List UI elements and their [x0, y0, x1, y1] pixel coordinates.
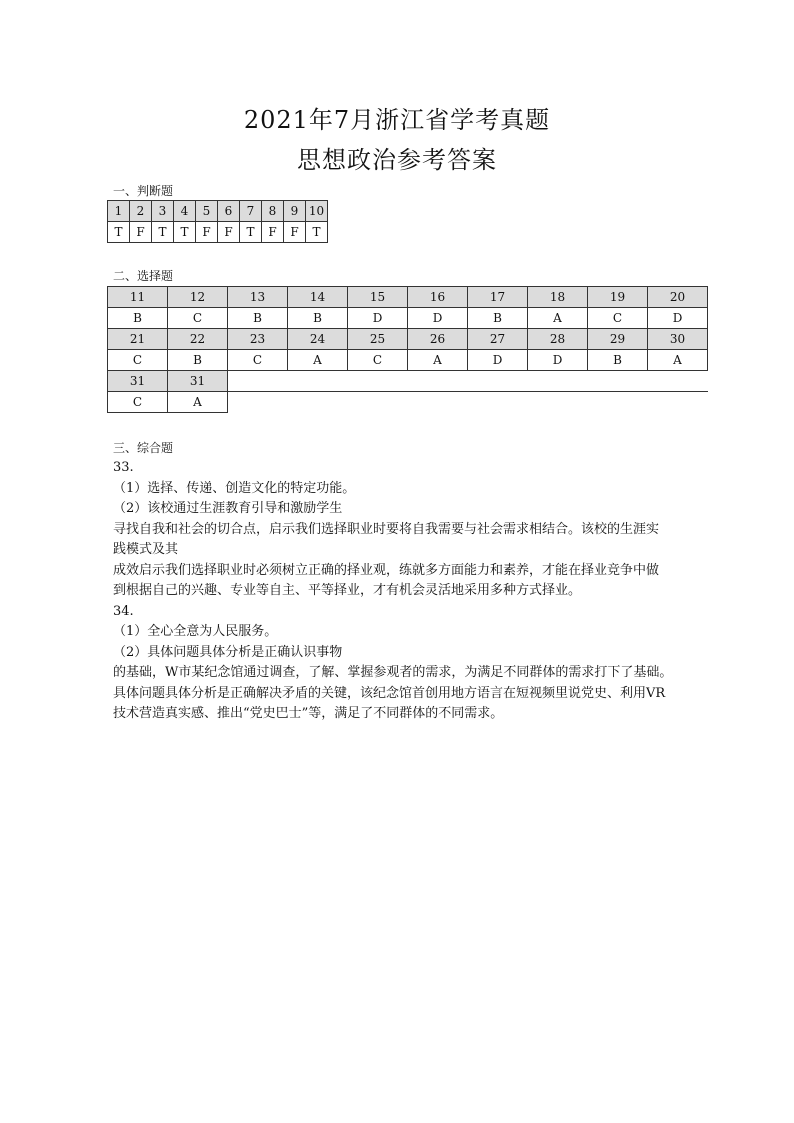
question-number: 28: [528, 329, 588, 350]
question-number: 31: [108, 371, 168, 392]
answer-cell: A: [648, 350, 708, 371]
question-number: 1: [108, 201, 130, 222]
answer-cell: C: [108, 392, 168, 413]
question-number: 18: [528, 287, 588, 308]
answer-line: 践模式及其: [113, 542, 179, 557]
question-number: 3: [152, 201, 174, 222]
question-number: 26: [408, 329, 468, 350]
answer-cell: F: [218, 222, 240, 243]
choice-answer-row: [108, 392, 708, 413]
answer-cell: T: [306, 222, 328, 243]
comprehensive-answers: [113, 458, 703, 725]
question-number: 13: [228, 287, 288, 308]
judge-answer-table: [107, 200, 328, 243]
choice-number-row: [108, 371, 708, 392]
question-number: 22: [168, 329, 228, 350]
answer-cell: T: [174, 222, 196, 243]
answer-line: 到根据自己的兴趣、专业等自主、平等择业，才有机会灵活地采用多种方式择业。: [113, 583, 582, 598]
question-number: 15: [348, 287, 408, 308]
answer-line: 的基础，W市某纪念馆通过调查，了解、掌握参观者的需求，为满足不同群体的需求打下了基础。: [113, 665, 673, 680]
answer-cell: B: [228, 308, 288, 329]
question-number-34: 34.: [113, 603, 134, 619]
question-number: 30: [648, 329, 708, 350]
answer-cell: B: [288, 308, 348, 329]
choice-number-row: [108, 329, 708, 350]
answer-cell: F: [262, 222, 284, 243]
question-number-33: 33.: [113, 460, 134, 475]
answer-line: （2）具体问题具体分析是正确认识事物: [113, 644, 343, 660]
question-number: 20: [648, 287, 708, 308]
answer-cell: D: [348, 308, 408, 329]
question-number: 10: [306, 201, 328, 222]
answer-line: 成效启示我们选择职业时必须树立正确的择业观，练就多方面能力和素养，才能在择业竞争中做: [113, 562, 660, 578]
section-choice-label: 二、选择题: [113, 269, 174, 283]
answer-cell: D: [528, 350, 588, 371]
answer-cell: B: [168, 350, 228, 371]
answer-cell: B: [108, 308, 168, 329]
choice-answer-row: [108, 350, 708, 371]
question-number: 6: [218, 201, 240, 222]
answer-cell: A: [168, 392, 228, 413]
answer-cell: D: [408, 308, 468, 329]
answer-cell: C: [588, 308, 648, 329]
question-number: 21: [108, 329, 168, 350]
answer-cell: F: [196, 222, 218, 243]
section-comprehensive-label: 三、综合题: [113, 441, 174, 455]
question-number: 2: [130, 201, 152, 222]
question-number: 14: [288, 287, 348, 308]
question-number: 17: [468, 287, 528, 308]
question-number: 24: [288, 329, 348, 350]
choice-answer-row: [108, 308, 708, 329]
answer-cell: F: [284, 222, 306, 243]
question-number: 31: [168, 371, 228, 392]
answer-cell: T: [152, 222, 174, 243]
question-number: 12: [168, 287, 228, 308]
question-number: 23: [228, 329, 288, 350]
answer-cell: T: [108, 222, 130, 243]
question-number: 4: [174, 201, 196, 222]
answer-cell: D: [648, 308, 708, 329]
empty-cell: [228, 371, 708, 392]
answer-line: 寻找自我和社会的切合点，启示我们选择职业时要将自我需要与社会需求相结合。该校的生涯实: [113, 521, 660, 537]
question-number: 27: [468, 329, 528, 350]
answer-cell: A: [528, 308, 588, 329]
answer-cell: F: [130, 222, 152, 243]
page-title: 2021年7月浙江省学考真题: [243, 106, 551, 134]
question-number: 11: [108, 287, 168, 308]
answer-cell: C: [108, 350, 168, 371]
answer-cell: C: [228, 350, 288, 371]
question-number: 9: [284, 201, 306, 222]
question-number: 5: [196, 201, 218, 222]
question-number: 7: [240, 201, 262, 222]
answer-cell: T: [240, 222, 262, 243]
answer-cell: A: [288, 350, 348, 371]
answer-cell: B: [468, 308, 528, 329]
empty-cell: [228, 392, 708, 413]
choice-number-row: [108, 287, 708, 308]
question-number: 16: [408, 287, 468, 308]
question-number: 19: [588, 287, 648, 308]
answer-line: （2）该校通过生涯教育引导和激励学生: [113, 501, 343, 516]
answer-line: 具体问题具体分析是正确解决矛盾的关键，该纪念馆首创用地方语言在短视频里说党史、利用VR: [113, 685, 666, 701]
answer-cell: C: [168, 308, 228, 329]
answer-cell: C: [348, 350, 408, 371]
answer-cell: D: [468, 350, 528, 371]
page-subtitle: 思想政治参考答案: [297, 146, 497, 174]
judge-answer-row: [108, 222, 328, 243]
answer-line: 技术营造真实感、推出“党史巴士”等，满足了不同群体的不同需求。: [113, 706, 504, 721]
judge-number-row: [108, 201, 328, 222]
answer-line: （1）选择、传递、创造文化的特定功能。: [113, 480, 356, 496]
answer-cell: B: [588, 350, 648, 371]
question-number: 8: [262, 201, 284, 222]
choice-answer-table: [107, 286, 708, 413]
question-number: 25: [348, 329, 408, 350]
answer-line: （1）全心全意为人民服务。: [113, 624, 278, 639]
section-judge-label: 一、判断题: [113, 184, 174, 198]
answer-cell: A: [408, 350, 468, 371]
question-number: 29: [588, 329, 648, 350]
